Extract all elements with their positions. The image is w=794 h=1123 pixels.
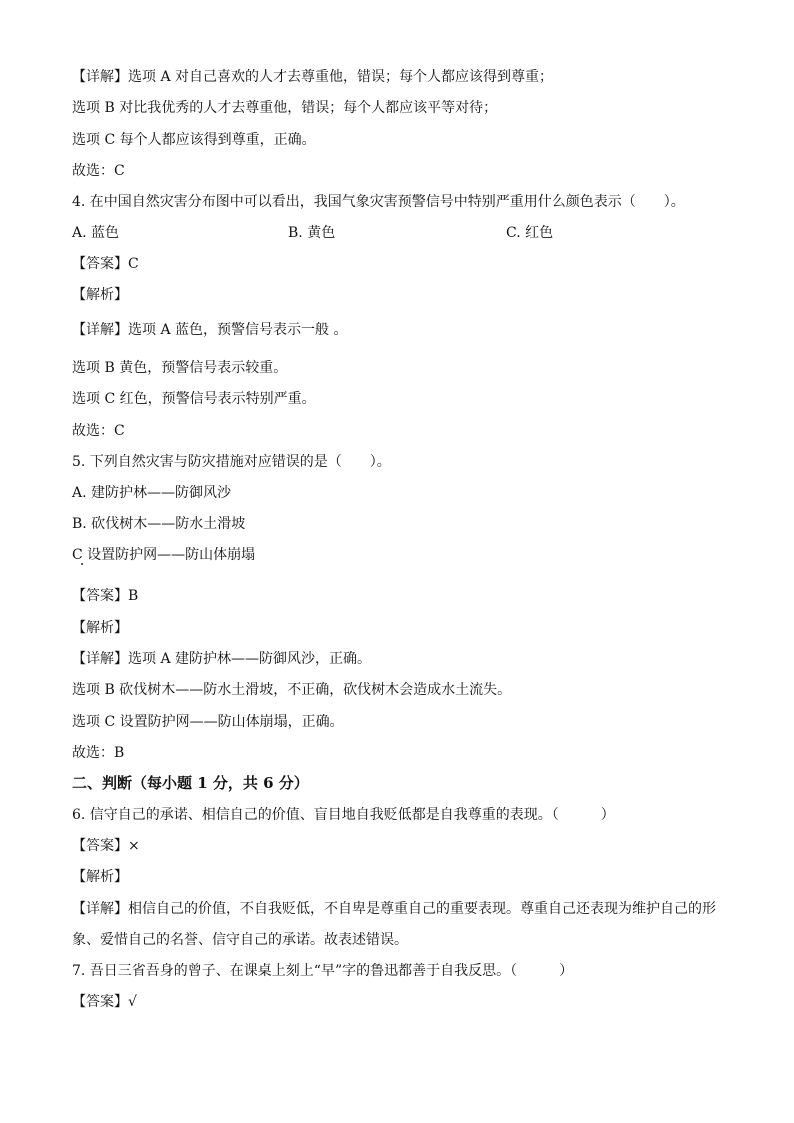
- q4-detail-line-2: 选项 B 黄色，预警信号表示较重。: [72, 360, 288, 376]
- q4-answer: 【答案】C: [72, 256, 139, 272]
- q4-detail-line-1: 【详解】选项 A 蓝色，预警信号表示一般 。: [72, 322, 348, 338]
- section-heading-judgment: 二、判断（每小题 1 分，共 6 分）: [72, 774, 309, 792]
- q5-option-a: A. 建防护林——防御风沙: [72, 485, 232, 501]
- q5-detail-line-2: 选项 B 砍伐树木——防水土滑坡，不正确，砍伐树木会造成水土流失。: [72, 682, 512, 698]
- q6-analysis-label: 【解析】: [72, 869, 128, 885]
- q4-option-c: C. 红色: [506, 225, 554, 241]
- q3-detail-line-3: 选项 C 每个人都应该得到尊重，正确。: [72, 132, 316, 148]
- q5-choice: 故选：B: [72, 745, 125, 761]
- q4-option-b: B. 黄色: [288, 225, 336, 241]
- question-4: 4. 在中国自然灾害分布图中可以看出，我国气象灾害预警信号中特别严重用什么颜色表示（ ）。: [72, 194, 685, 210]
- q7-answer: 【答案】√: [72, 994, 137, 1010]
- q4-analysis-label: 【解析】: [72, 287, 128, 303]
- q5-answer: 【答案】B: [72, 588, 139, 604]
- question-5: 5. 下列自然灾害与防灾措施对应错误的是（ ）。: [72, 454, 391, 470]
- q3-choice: 故选：C: [72, 163, 125, 179]
- q6-answer: 【答案】×: [72, 838, 140, 854]
- stray-dot: [81, 563, 83, 565]
- q3-detail-line-2: 选项 B 对比我优秀的人才去尊重他，错误；每个人都应该平等对待；: [72, 100, 498, 116]
- question-7: 7. 吾日三省吾身的曾子、在课桌上刻上“早”字的鲁迅都善于自我反思。（ ）: [72, 963, 574, 979]
- q5-option-b: B. 砍伐树木——防水土滑坡: [72, 516, 246, 532]
- q3-detail-line-1: 【详解】选项 A 对自己喜欢的人才去尊重他，错误；每个人都应该得到尊重；: [72, 69, 554, 85]
- q5-analysis-label: 【解析】: [72, 620, 128, 636]
- question-6: 6. 信守自己的承诺、相信自己的价值、盲目地自我贬低都是自我尊重的表现。（ ）: [72, 807, 615, 823]
- q5-detail-line-1: 【详解】选项 A 建防护林——防御风沙，正确。: [72, 651, 372, 667]
- q6-detail-line-2: 象、爱惜自己的名誉、信守自己的承诺。故表述错误。: [72, 932, 408, 948]
- q4-choice: 故选：C: [72, 423, 125, 439]
- q4-option-a: A. 蓝色: [72, 225, 120, 241]
- q5-option-c: C 设置防护网——防山体崩塌: [72, 547, 256, 563]
- q6-detail-line-1: 【详解】相信自己的价值，不自我贬低，不自卑是尊重自己的重要表现。尊重自己还表现为维护自己的形: [72, 901, 716, 917]
- q4-detail-line-3: 选项 C 红色，预警信号表示特别严重。: [72, 391, 316, 407]
- q5-detail-line-3: 选项 C 设置防护网——防山体崩塌，正确。: [72, 714, 344, 730]
